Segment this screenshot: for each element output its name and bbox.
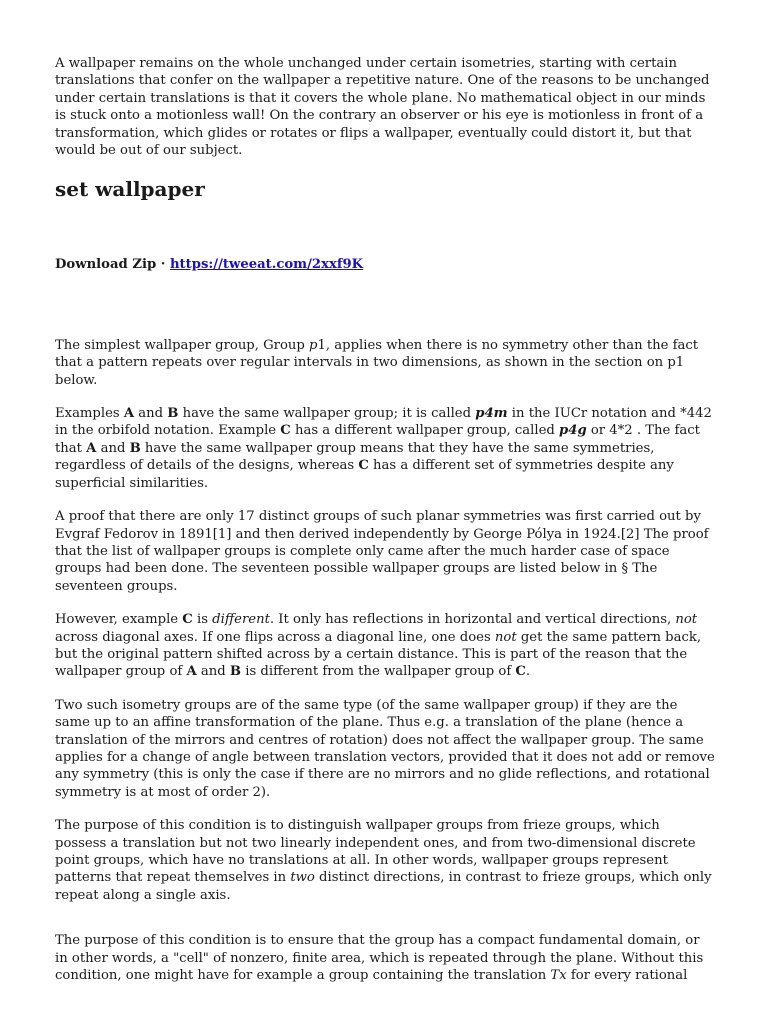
page-title: set wallpaper [55, 177, 205, 202]
paragraph-frieze-condition: The purpose of this condition is to distinguish wallpaper groups from frieze groups, which possess a translation but not two linearly independent ones, and from two-dimensional discrete point groups, which have no translations at all. In other words, wallpaper groups represent patterns that repeat themselves in two distinct directions, in contrast to frieze groups, which only repeat along a single axis. [55, 818, 712, 903]
paragraph-simplest-group: The simplest wallpaper group, Group p1, applies when there is no symmetry other than the fact that a pattern repeats over regular intervals in two dimensions, as shown in the section on p1 below. [55, 337, 699, 388]
paragraph-isometry-groups: Two such isometry groups are of the same type (of the same wallpaper group) if they are the same up to an affine transformation of the plane. Thus e.g. a translation of the plane (hence a translation of the mirrors and centres of rotation) does not affect the wallpaper group. The same applies for a change of angle between translation vectors, provided that it does not add or remove any symmetry (this is only the case if there are no mirrors and no glide reflections, and rotational symmetry is at most of order 2). [55, 697, 715, 800]
download-link[interactable]: https://tweeat.com/2xxf9K [169, 257, 364, 273]
paragraph-example-c: However, example C is different. It only has reflections in horizontal and vertical directions, not across diagonal axes. If one flips across a diagonal line, one does not get the same pattern back, but the original pattern shifted across by a certain distance. This is part of the reason that the wallpaper group of A and B is different from the wallpaper group of C. [55, 612, 702, 680]
download-line [55, 256, 715, 273]
intro-paragraph: A wallpaper remains on the whole unchanged under certain isometries, starting with certain translations that confer on the wallpaper a repetitive nature. One of the reasons to be unchanged under certain translations is that it covers the whole plane. No mathematical object in our minds is stuck onto a motionless wall! On the contrary an observer or his eye is motionless in front of a transformation, which glides or rotates or flips a wallpaper, eventually could distort it, but that would be out of our subject. [55, 56, 710, 159]
paragraph-proof: A proof that there are only 17 distinct groups of such planar symmetries was first carried out by Evgraf Fedorov in 1891[1] and then derived independently by George Pólya in 1924.[2] The proof that the list of wallpaper groups is complete only came after the much harder case of space groups had been done. The seventeen possible wallpaper groups are listed below in § The seventeen groups. [55, 509, 709, 594]
paragraph-examples: Examples A and B have the same wallpaper group; it is called p4m in the IUCr notation and *442 in the orbifold notation. Example C has a different wallpaper group, called p4g or 4*2 . The fact that A and B have the same wallpaper group means that they have the same symmetries, regardless of details of the designs, whereas C has a different set of symmetries despite any superficial similarities. [55, 406, 712, 491]
download-label: Download Zip · [55, 257, 170, 273]
paragraph-compact-condition: The purpose of this condition is to ensure that the group has a compact fundamental domain, or in other words, a "cell" of nonzero, finite area, which is repeated through the plane. Without this condition, one might have for example a group containing the translation Tx for every rational [55, 933, 704, 984]
document-page [55, 55, 715, 984]
